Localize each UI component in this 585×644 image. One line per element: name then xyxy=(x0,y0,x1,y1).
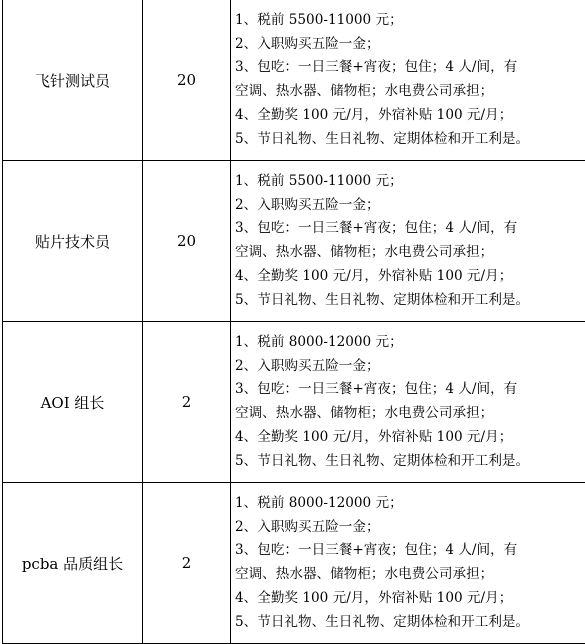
headcount: 20 xyxy=(143,0,231,161)
benefit-line: 3、包吃：一日三餐+宵夜；包住；4 人/间，有 xyxy=(235,539,585,563)
benefit-line: 3、包吃：一日三餐+宵夜；包住；4 人/间，有 xyxy=(235,217,585,241)
benefit-line: 3、包吃：一日三餐+宵夜；包住；4 人/间，有 xyxy=(235,56,585,80)
benefit-line: 5、节日礼物、生日礼物、定期体检和开工利是。 xyxy=(235,128,585,152)
benefit-line: 1、税前 8000-12000 元； xyxy=(235,331,585,355)
benefits-cell xyxy=(231,483,585,644)
benefit-line: 空调、热水器、储物柜；水电费公司承担； xyxy=(235,241,585,265)
benefit-line: 5、节日礼物、生日礼物、定期体检和开工利是。 xyxy=(235,289,585,313)
position-name: 贴片技术员 xyxy=(3,161,143,322)
table-row xyxy=(3,483,585,644)
benefit-line: 1、税前 5500-11000 元； xyxy=(235,9,585,33)
benefits-cell xyxy=(231,161,585,322)
benefit-line: 2、入职购买五险一金； xyxy=(235,194,585,218)
table-row xyxy=(3,0,585,161)
benefit-line: 5、节日礼物、生日礼物、定期体检和开工利是。 xyxy=(235,450,585,474)
table-row xyxy=(3,161,585,322)
benefit-line: 2、入职购买五险一金； xyxy=(235,33,585,57)
benefit-line: 4、全勤奖 100 元/月，外宿补贴 100 元/月； xyxy=(235,587,585,611)
benefit-line: 3、包吃：一日三餐+宵夜；包住；4 人/间，有 xyxy=(235,378,585,402)
table-row xyxy=(3,322,585,483)
position-name: 飞针测试员 xyxy=(3,0,143,161)
benefit-line: 2、入职购买五险一金； xyxy=(235,355,585,379)
benefit-line: 2、入职购买五险一金； xyxy=(235,516,585,540)
benefits-cell xyxy=(231,0,585,161)
benefit-line: 1、税前 8000-12000 元； xyxy=(235,492,585,516)
headcount: 20 xyxy=(143,161,231,322)
headcount: 2 xyxy=(143,322,231,483)
benefit-line: 空调、热水器、储物柜；水电费公司承担； xyxy=(235,402,585,426)
benefit-line: 1、税前 5500-11000 元； xyxy=(235,170,585,194)
benefit-line: 4、全勤奖 100 元/月，外宿补贴 100 元/月； xyxy=(235,426,585,450)
benefit-line: 空调、热水器、储物柜；水电费公司承担； xyxy=(235,563,585,587)
headcount: 2 xyxy=(143,483,231,644)
benefit-line: 空调、热水器、储物柜；水电费公司承担； xyxy=(235,80,585,104)
position-name: AOI 组长 xyxy=(3,322,143,483)
benefits-cell xyxy=(231,322,585,483)
benefit-line: 4、全勤奖 100 元/月，外宿补贴 100 元/月； xyxy=(235,104,585,128)
job-table xyxy=(2,0,585,644)
benefit-line: 4、全勤奖 100 元/月，外宿补贴 100 元/月； xyxy=(235,265,585,289)
benefit-line: 5、节日礼物、生日礼物、定期体检和开工利是。 xyxy=(235,611,585,635)
position-name: pcba 品质组长 xyxy=(3,483,143,644)
